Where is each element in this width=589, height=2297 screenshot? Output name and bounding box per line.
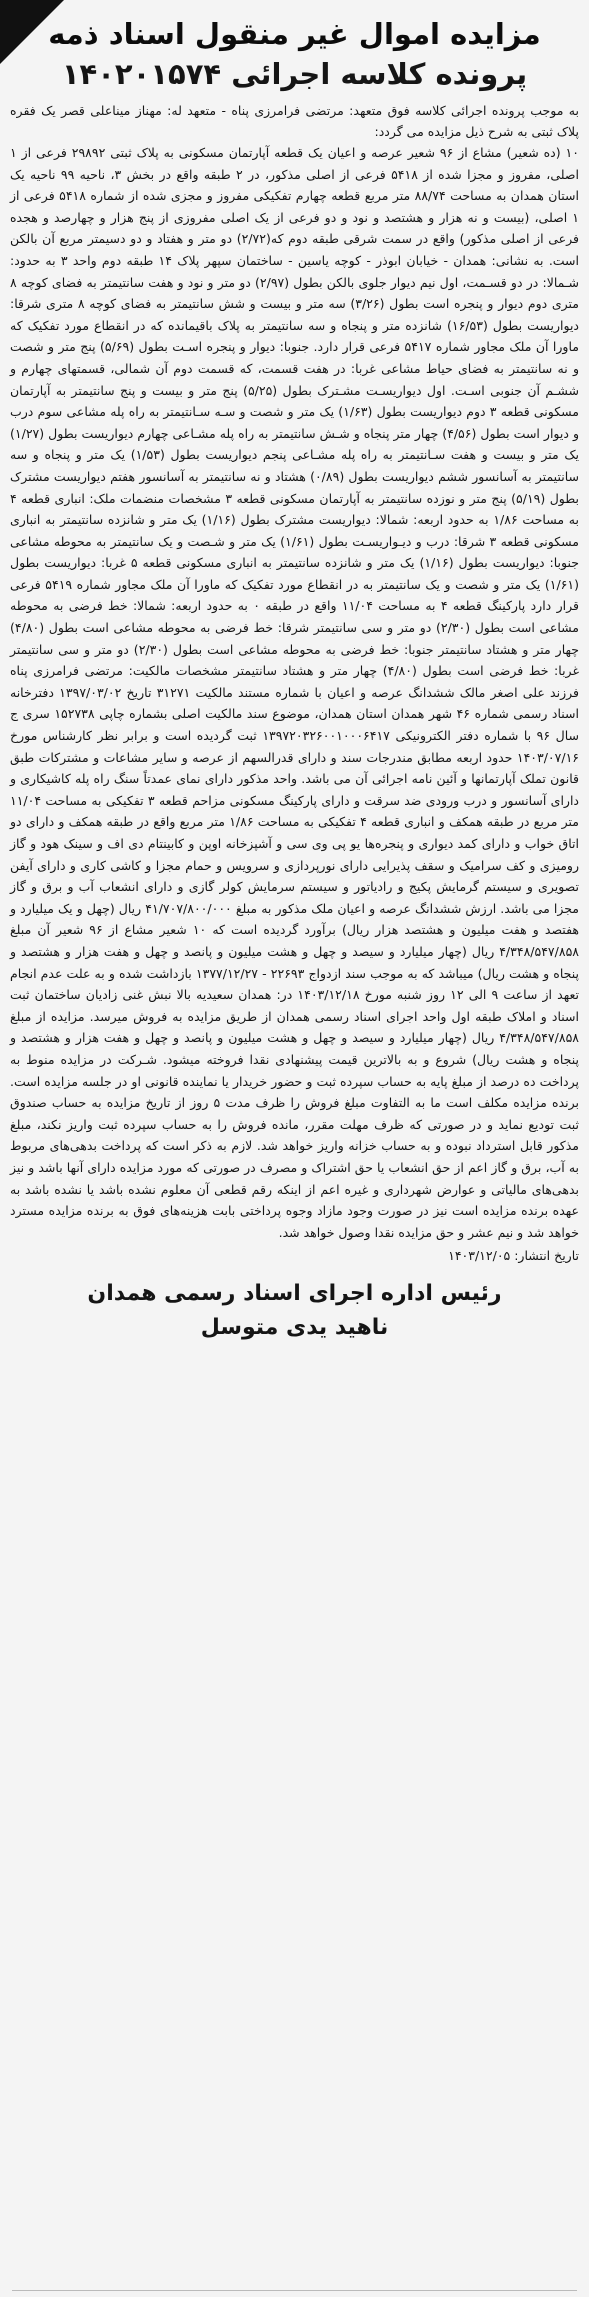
notice-case-number: پرونده کلاسه اجرائی ۱۴۰۲۰۱۵۷۴ xyxy=(61,57,528,91)
bottom-divider xyxy=(12,2290,577,2291)
signature-office: رئیس اداره اجرای اسناد رسمی همدان xyxy=(87,1281,502,1307)
corner-decoration xyxy=(0,0,64,64)
notice-body: ۱۰ (ده شعیر) مشاع از ۹۶ شعیر عرصه و اعیان یک قطعه آپارتمان مسکونی به پلاک ثبتی ۲۹۸۹۲ فرعی از ۱ اصلی، مفروز و مجزا شده از ۵۴۱۸ فرعی از اصلی مذکور، در ۲ طبقه واقع در بخش ۳، ناحیه ۹۹ ناحیه یک استان همدان به مساحت ۸۸/۷۴ متر مربع قطعه چهارم تفکیکی مفروز و مجزی شده از شماره ۵۴۱۸ فرعی از ۱ اصلی، (بیست و نه هزار و هشتصد و نود و دو فرعی از یک اصلی مفروزی از پنج هزار و چهارصد و هجده فرعی از اصلی مذکور) واقع در سمت شرقی طبقه دوم که(۲/۷۲) دو متر و هفتاد و دو دسیمتر مربع آن بالکن است. به نشانی: همدان - خیابان ابوذر - کوچه یاسین - ساختمان سپهر پلاک ۱۴ طبقه دوم واحد ۳ به حدود: شـمالا: در دو قسـمت، اول نیم دیوار جلوی بالکن بطول (۲/۹۷) دو متر و نود و هفت سانتیمتر به فضای کوچه ۸ متری دوم دیوار و پنجره است بطول (۳/۲۶) سه متر و بیست و شش سانتیمتر به فضای کوچه ۸ متری شرقا: دیواریست بطول (۱۶/۵۳) شانزده متر و پنجاه و سه سانتیمتر به پلاک باقیمانده که در انقطاع مورد تفکیک که ماورا آن ملک مجاور شماره ۵۴۱۷ فرعی قرار دارد. جنوبا: دیوار و پنجره اسـت بطول (۵/۶۹) پنج متر و شصت و نه سانتیمتر به فضای حیاط مشاعی غربا: در هفت قسمت، که قسمت دوم آن شمالی، قسمتهای چهارم و ششـم آن جنوبی اسـت. اول دیواریسـت مشـترک بطول (۵/۲۵) پنج متر و بیست و پنج سانتیمتر به آپارتمان مسکونی قطعه ۳ دوم دیواریست بطول (۱/۶۳) یک متر و شصت و سـه سـانتیمتر به راه پله مشاعی سوم درب و دیوار است بطول (۴/۵۶) چهار متر پنجاه و شـش سانتیمتر به راه پله مشـاعی چهارم دیواریست بطول (۱/۲۷) یک متر و بیست و هفت سـانتیمتر به راه پله مشـاعی پنجم دیواریست بطول (۱/۵۳) یک متر و پنجاه و سه سانتیمتر به آسانسور ششم دیواریست بطول (۰/۸۹) هشتاد و نه سانتیمتر به آسانسور هفتم دیواریست مشترک بطول (۵/۱۹) پنج متر و نوزده سانتیمتر به آپارتمان مسکونی قطعه ۳ مشخصات منضمات ملک: انباری قطعه ۴ به مساحت ۱/۸۶ به حدود اربعه: شمالا: دیواریست مشترک بطول (۱/۱۶) یک متر و شانزده سانتیمتر به انباری مسکونی قطعه ۳ شرقا: درب و دیـواریسـت بطول (۱/۶۱) یک متر و شـصت و یک سانتیمتر به محوطه مشاعی جنوبا: دیواریست بطول (۱/۱۶) یک متر و شانزده سانتیمتر به انباری مسکونی قطعه ۵ غربا: دیواریست بطول (۱/۶۱) یک متر و شصت و یک سانتیمتر به در انقطاع مورد تفکیک که ماورا آن ملک مجاور شماره ۵۴۱۹ فرعی قرار دارد پارکینگ قطعه ۴ به مساحت ۱۱/۰۴ واقع در طبقه ۰ به حدود اربعه: شمالا: خط فرضی به محوطه مشاعی است بطول (۲/۳۰) دو متر و سی سانتیمتر شرقا: خط فرضی به محوطه مشاعی است بطول (۴/۸۰) چهار متر و هشتاد سانتیمتر جنوبا: خط فرضی به محوطه مشاعی است بطول (۲/۳۰) دو متر و سی سانتیمتر غربا: خط فرضی است بطول (۴/۸۰) چهار متر و هشتاد سانتیمتر مشخصات مالکیت: مرتضی فرامرزی پناه فرزند علی اصغر مالک ششدانگ عرصه و اعیان با شماره مستند مالکیت ۳۱۲۷۱ تاریخ ۱۳۹۷/۰۳/۰۲ دفترخانه اسناد رسمی شماره ۴۶ شهر همدان استان همدان، موضوع سند مالکیت اصلی بشماره چاپی ۱۵۲۷۳۸ سری ج سال ۹۶ با شماره دفتر الکترونیکی ۱۳۹۷۲۰۳۲۶۰۰۱۰۰۰۶۴۱۷ ثبت گردیده است و برابر نظر کارشناس مورخ ۱۴۰۳/۰۷/۱۶ حدود اربعه مطابق مندرجات سند و دارای قدرالسهم از عرصه و سایر مشاعات و مشترکات طبق قانون تملک آپارتمانها و آئین نامه اجرائی آن می باشد. واحد مذکور دارای نمای عمدتاً سنگ راه پله کاشیکاری و دارای آسانسور و درب ورودی ضد سرقت و دارای پارکینگ مسکونی مزاحم قطعه ۳ تفکیکی به مساحت ۱۱/۰۴ متر مربع در طبقه همکف و انباری قطعه ۴ تفکیکی به مساحت ۱/۸۶ متر مربع واقع در طبقه همکف و دارای دو اتاق خواب و دارای کمد دیواری و پنجره‌ها یو پی وی سی و آشپزخانه اوپن و کابینتام دی اف و سینک هود و گاز رومیزی و کف سرامیک و سقف پذیرایی دارای نورپردازی و سرویس و حمام مجزا و کاشی کاری و دارای آیفن تصویری و سیستم گرمایش پکیج و رادیاتور و سیستم سرمایش کولر گازی و دارای انشعاب آب و برق و گاز مجزا می باشد. ارزش ششدانگ عرصه و اعیان ملک مذکور به مبلغ ۴۱/۷۰۷/۸۰۰/۰۰۰ ریال (چهل و یک میلیارد و هفتصد و هفت میلیون و هشتصد هزار ریال) برآورد گردیده است که ۱۰ شعیر مشاع از ۹۶ شعیر آن مبلغ ۴/۳۴۸/۵۴۷/۸۵۸ ریال (چهار میلیارد و سیصد و چهل و هشت میلیون و پانصد و چهل و هفت هزار و هشتصد و پنجاه و هشت ریال) میباشد که به موجب سند ازدواج ۲۲۶۹۳ - ۱۳۷۷/۱۲/۲۷ بازداشت شده و به علت عدم انجام تعهد از ساعت ۹ الی ۱۲ روز شنبه مورخ ۱۴۰۳/۱۲/۱۸ در: همدان سعیدیه بالا نبش غنی زادیان ساختمان ثبت اسناد و املاک طبقه اول واحد اجرای اسناد رسمی همدان از طریق مزایده به فروش میرسد. مزایده از مبلغ ۴/۳۴۸/۵۴۷/۸۵۸ ریال (چهار میلیارد و سیصد و چهل و هشت میلیون و پانصد و چهل و هفت هزار و هشتصد و پنجاه و هشت ریال) شروع و به بالاترین قیمت پیشنهادی نقدا فروخته میشود. شـرکت در مزایده منوط به پرداخت ده درصد از مبلغ پایه به حساب سپرده ثبت و حضور خریدار یا نماینده قانونی او در جلسه مزایده است. برنده مزایده مکلف است ما به التفاوت مبلغ فروش را ظرف مدت ۵ روز از تاریخ مزایده به حساب صندوق ثبت تودیع نماید و در صورتی که ظرف مهلت مقرر، مانده فروش را به حساب سپرده ثبت واریز نکند، مبلغ مذکور قابل استرداد نبوده و به حساب خزانه واریز خواهد شد. لازم به ذکر است که پرداخت بدهی‌های مربوط به آب، برق و گاز اعم از حق انشعاب یا حق اشتراک و مصرف در صورتی که مورد مزایده دارای آنها باشد و نیز بدهی‌های مالیاتی و عوارض شهرداری و غیره اعم از اینکه رقم قطعی آن معلوم نشده باشد یا نشده باشد به عهده برنده مزایده است نیز در صورت وجود مازاد وجوه پرداختی بابت هزینه‌های فوق به برنده مزایده مسترد خواهد شد و نیم عشر و حق مزایده نقدا وصول خواهد شد. xyxy=(10,145,580,1240)
notice-intro: به موجب پرونده اجرائی کلاسه فوق متعهد: مرتضی فرامرزی پناه - متعهد له: مهناز میناعلی قصر یک فقره پلاک ثبتی به شرح ذیل مزایده می گردد: xyxy=(10,103,579,139)
signature-block xyxy=(10,1277,579,1345)
notice-title: مزایده اموال غیر منقول اسناد ذمه xyxy=(48,17,541,51)
signature-name: ناهید یدی متوسل xyxy=(200,1315,389,1341)
publish-date: تاریخ انتشار: ۱۴۰۳/۱۲/۰۵ xyxy=(448,1248,579,1264)
